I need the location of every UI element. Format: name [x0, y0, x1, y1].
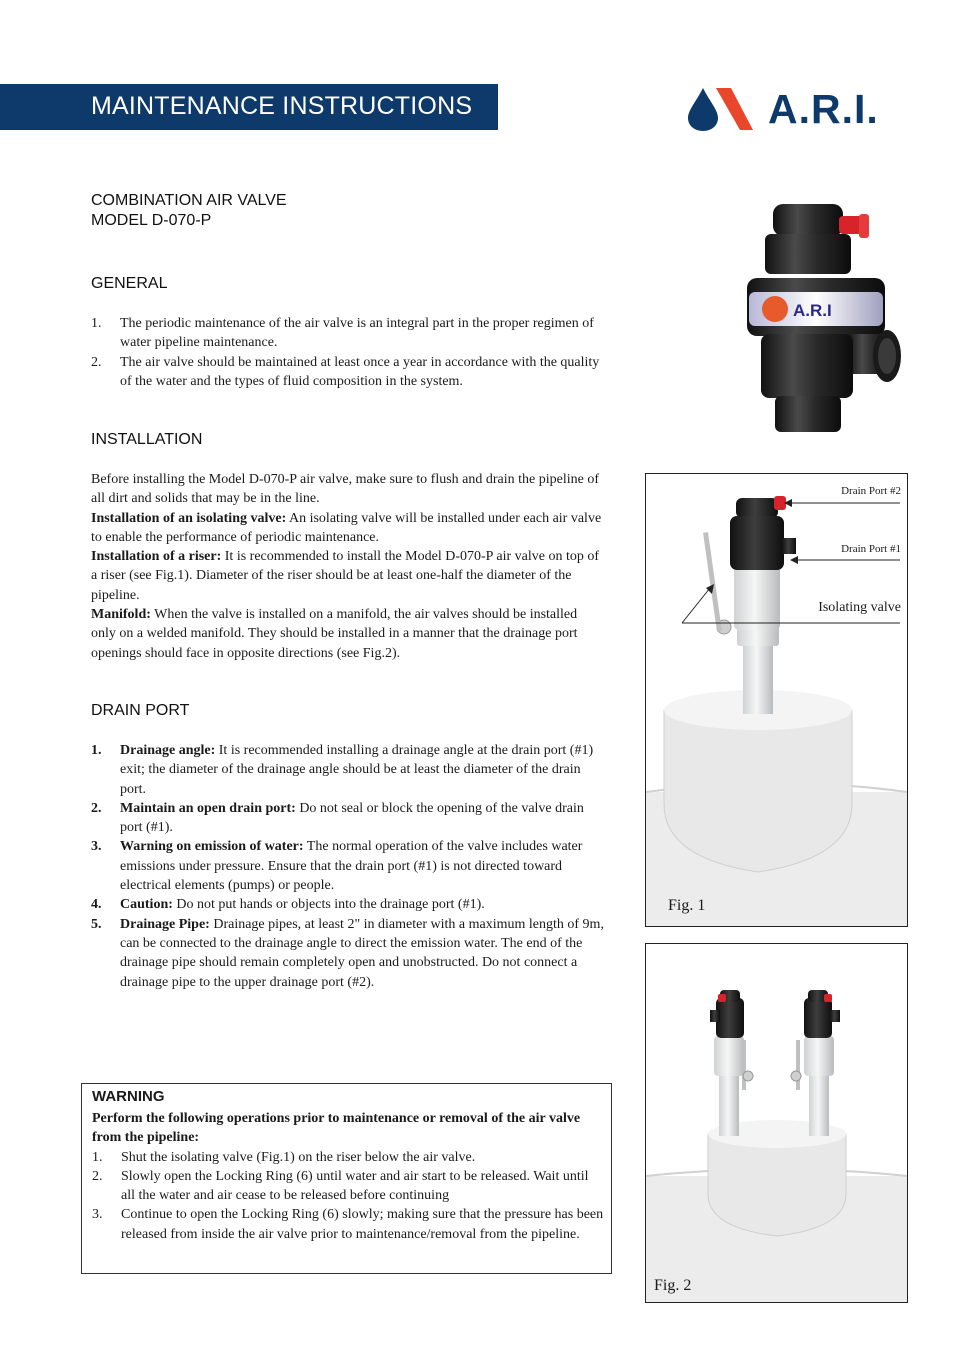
product-title-line2: MODEL D-070-P	[91, 212, 212, 229]
list-item: 5. Drainage Pipe: Drainage pipes, at least 2" in diameter with a maximum length of 9m, can be connected to the drainage angle to direct the emission water. The end of the drainage pipe should remain completely open and unobstructed. Do not connect a drainage pipe to the upper drainage port (#2).	[91, 916, 604, 990]
isolating-valve-label: Isolating valve	[818, 600, 901, 615]
product-title-line1: COMBINATION AIR VALVE	[91, 192, 287, 209]
list-item: 2. The air valve should be maintained at least once a year in accordance with the quality of the water and the types of fluid composition in the system.	[91, 354, 600, 389]
list-item: 3. Continue to open the Locking Ring (6) slowly; making sure that the pressure has been released from inside the air valve prior to maintenance/removal from the pipeline.	[92, 1207, 604, 1242]
list-item: 4. Caution: Do not put hands or objects into the drainage port (#1).	[91, 897, 485, 913]
installation-intro: Before installing the Model D-070-P air valve, make sure to flush and drain the pipeline of all dirt and solids that may be in the line.	[91, 472, 600, 507]
installation-manifold: Manifold: When the valve is installed on a manifold, the air valves should be installed only on a welded manifold. They should be installed in a manner that the drainage port openings should face in opposite directions (see Fig.2).	[91, 607, 578, 661]
warning-lead: Perform the following operations prior to maintenance or removal of the air valve from the pipeline:	[92, 1111, 581, 1146]
header-banner	[0, 84, 498, 130]
list-item: 1. Drainage angle: It is recommended installing a drainage angle at the drain port (#1) exit; the diameter of the drainage angle should be at least the diameter of the drain port.	[91, 743, 594, 797]
list-item: 1. The periodic maintenance of the air valve is an integral part in the proper regimen of water pipeline maintenance.	[91, 316, 594, 351]
drain-port-1-label: Drain Port #1	[841, 543, 901, 555]
installation-section	[91, 470, 603, 663]
installation-heading: INSTALLATION	[91, 431, 203, 448]
figure-1-illustration	[646, 474, 907, 926]
general-section	[91, 314, 611, 391]
warning-box	[81, 1083, 612, 1274]
logo-text: A.R.I.	[768, 86, 879, 132]
page-title: MAINTENANCE INSTRUCTIONS	[91, 92, 473, 120]
warning-title: WARNING	[92, 1088, 165, 1105]
figure-2-illustration	[646, 944, 907, 1302]
drain-port-heading: DRAIN PORT	[91, 702, 190, 719]
figure-2	[645, 943, 908, 1303]
product-title	[91, 191, 287, 231]
figure-2-caption: Fig. 2	[654, 1277, 692, 1294]
product-label-text: A.R.I	[793, 301, 832, 320]
list-item: 2. Slowly open the Locking Ring (6) until water and air start to be released. Wait until all the water and air cease to be released before continuing	[92, 1168, 589, 1204]
drain-port-2-label: Drain Port #2	[841, 485, 901, 497]
air-valve-product-image	[735, 196, 905, 441]
figure-1-caption: Fig. 1	[668, 897, 706, 914]
list-item: 1. Shut the isolating valve (Fig.1) on the riser below the air valve.	[92, 1149, 476, 1165]
figure-1	[645, 473, 908, 927]
list-item: 3. Warning on emission of water: The normal operation of the valve includes water emissions under pressure. Ensure that the drain port (#1) is not directed toward electrical elements (pumps) or people.	[91, 839, 583, 894]
drain-port-section	[91, 741, 605, 992]
installation-isolating: Installation of an isolating valve: An isolating valve will be installed under each air valve to enable the performance of periodic maintenance.	[91, 510, 602, 545]
installation-riser: Installation of a riser: It is recommended to install the Model D-070-P air valve on top of a riser (see Fig.1). Diameter of the riser should be at least one-half the diameter of the pipeline.	[91, 549, 600, 603]
list-item: 2. Maintain an open drain port: Do not seal or block the opening of the valve drain port (#1).	[91, 800, 584, 836]
general-heading: GENERAL	[91, 275, 168, 292]
warning-body	[92, 1109, 604, 1244]
